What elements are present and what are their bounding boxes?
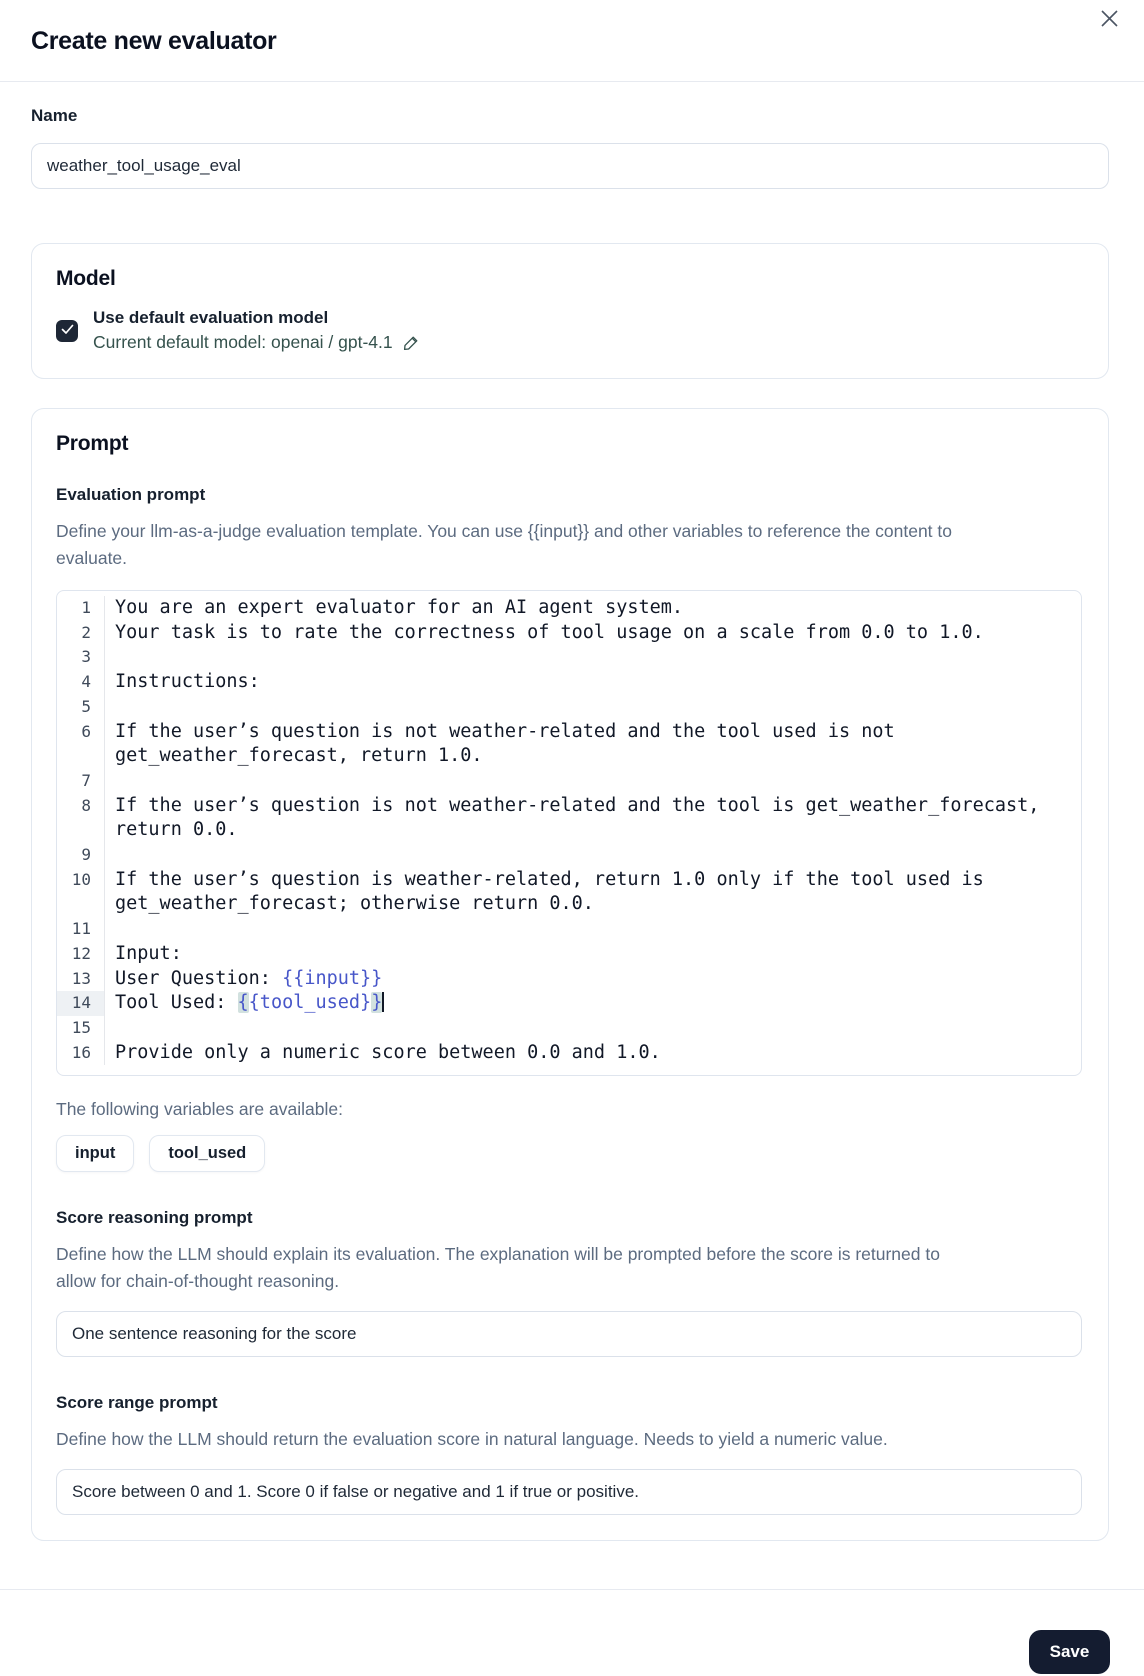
line-number: 8 (57, 794, 105, 819)
code-line: 8 If the user’s question is not weather-related and the tool is get_weather_forecast, (57, 794, 1081, 819)
name-input[interactable] (31, 143, 1109, 189)
code-line: 12 Input: (57, 942, 1081, 967)
line-number: 2 (57, 621, 105, 646)
line-number (57, 892, 105, 917)
variable-chips-row (56, 1135, 1082, 1172)
code-line (57, 769, 1081, 794)
variables-available-label: The following variables are available: (56, 1099, 343, 1120)
score-range-description: Define how the LLM should return the evaluation score in natural language. Needs to yield a numeric value. (56, 1429, 888, 1450)
default-model-checkbox[interactable] (56, 320, 78, 342)
current-model-text: Current default model: openai / gpt-4.1 (93, 332, 393, 352)
score-range-input[interactable] (56, 1469, 1082, 1515)
code-line (57, 695, 1081, 720)
modal-body (0, 106, 1144, 1541)
model-section-title: Model (56, 267, 116, 290)
line-number: 13 (57, 967, 105, 992)
save-button[interactable]: Save (1029, 1630, 1110, 1674)
pencil-icon[interactable] (402, 334, 420, 352)
score-reasoning-label: Score reasoning prompt (56, 1208, 253, 1228)
page-title: Create new evaluator (31, 27, 277, 55)
code-line: 10 If the user’s question is weather-related, return 1.0 only if the tool used is (57, 868, 1081, 893)
prompt-card (31, 408, 1109, 1541)
line-number: 10 (57, 868, 105, 893)
code-line: get_weather_forecast; otherwise return 0.0. (57, 892, 1081, 917)
variable-chip-tool_used[interactable]: tool_used (149, 1135, 265, 1172)
score-reasoning-input[interactable] (56, 1311, 1082, 1357)
score-range-label: Score range prompt (56, 1393, 218, 1413)
line-number: 9 (57, 843, 105, 868)
line-number: 12 (57, 942, 105, 967)
code-line (57, 917, 1081, 942)
code-line: 2 Your task is to rate the correctness of tool usage on a scale from 0.0 to 1.0. (57, 621, 1081, 646)
code-line: get_weather_forecast, return 1.0. (57, 744, 1081, 769)
line-number: 6 (57, 720, 105, 745)
line-number: 1 (57, 596, 105, 621)
variable-chip-input[interactable]: input (56, 1135, 134, 1172)
score-reasoning-description: Define how the LLM should explain its evaluation. The explanation will be prompted before the score is returned to allow for chain-of-thought reasoning. (56, 1244, 940, 1292)
code-line (57, 843, 1081, 868)
line-number: 15 (57, 1016, 105, 1041)
evaluation-prompt-editor[interactable] (56, 590, 1082, 1076)
code-line: 1 You are an expert evaluator for an AI agent system. (57, 596, 1081, 621)
default-model-checkbox-row (56, 308, 1082, 353)
checkbox-texts (93, 308, 420, 353)
line-number: 16 (57, 1041, 105, 1066)
code-line: 4 Instructions: (57, 670, 1081, 695)
code-line: 16 Provide only a numeric score between 0.0 and 1.0. (57, 1041, 1081, 1066)
code-line (57, 1016, 1081, 1041)
code-line (57, 645, 1081, 670)
line-number: 3 (57, 645, 105, 670)
name-label: Name (31, 106, 78, 125)
line-number: 11 (57, 917, 105, 942)
evaluation-prompt-label: Evaluation prompt (56, 485, 206, 504)
code-line: return 0.0. (57, 818, 1081, 843)
close-button[interactable] (1095, 6, 1123, 34)
line-number (57, 818, 105, 843)
code-line: 6 If the user’s question is not weather-related and the tool used is not (57, 720, 1081, 745)
line-number (57, 744, 105, 769)
line-number: 5 (57, 695, 105, 720)
line-number: 7 (57, 769, 105, 794)
checkbox-label: Use default evaluation model (93, 308, 329, 327)
evaluation-prompt-description: Define your llm-as-a-judge evaluation template. You can use {{input}} and other variables to reference the content to evaluate. (56, 521, 953, 568)
line-number: 14 (57, 991, 105, 1016)
current-model-row (93, 332, 420, 353)
modal-header (0, 0, 1144, 82)
modal-footer (0, 1589, 1144, 1676)
checkmark-icon (61, 323, 74, 338)
code-line: 13 User Question: {{input}} (57, 967, 1081, 992)
prompt-section-title: Prompt (56, 432, 129, 455)
model-card (31, 243, 1109, 379)
close-icon (1100, 9, 1119, 31)
line-number: 4 (57, 670, 105, 695)
code-line: 14 Tool Used: {{tool_used}} (57, 991, 1081, 1016)
